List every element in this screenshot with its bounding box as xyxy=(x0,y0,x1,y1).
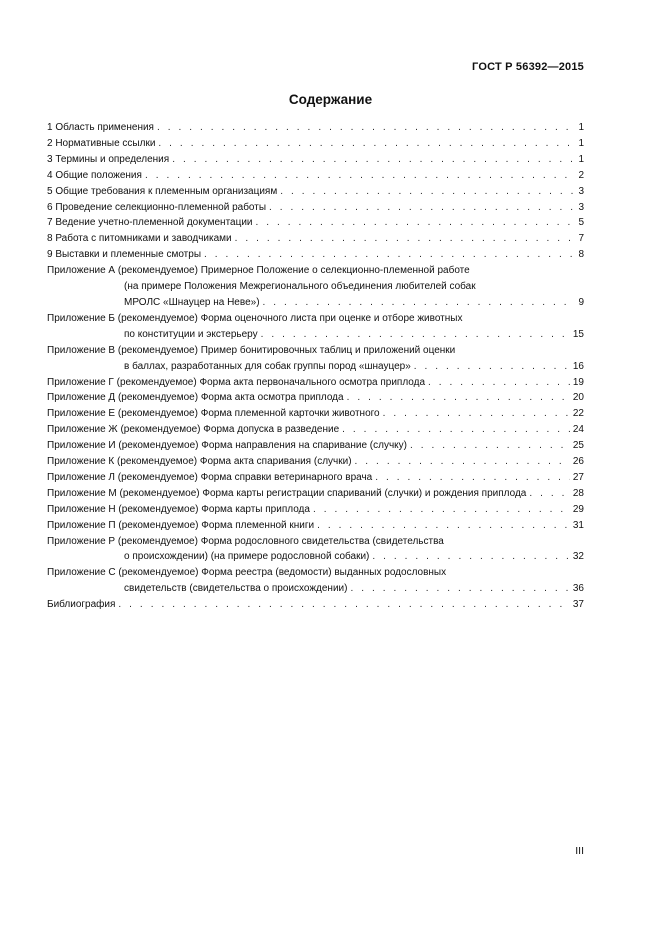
dot-leader xyxy=(261,327,570,343)
dot-leader xyxy=(428,375,570,391)
toc-entry-text: МРОЛС «Шнауцер на Неве») xyxy=(124,296,260,308)
toc-entry-text: 8 Работа с питомниками и заводчиками xyxy=(47,233,232,245)
dot-leader xyxy=(235,231,576,247)
toc-page-number: 8 xyxy=(578,249,584,261)
toc-page-number: 31 xyxy=(572,519,584,531)
dot-leader xyxy=(204,247,575,263)
toc-entry-text: Приложение Е (рекомендуемое) Форма племенной карточки животного xyxy=(47,408,380,420)
toc-page-number: 26 xyxy=(572,456,584,468)
toc-page-number: 24 xyxy=(572,424,584,436)
toc-page-number: 15 xyxy=(572,328,584,340)
dot-leader xyxy=(317,518,570,534)
toc-entry-text: (на примере Положения Межрегионального объединения любителей собак xyxy=(124,281,476,293)
dot-leader xyxy=(172,152,575,168)
toc-title: Содержание xyxy=(288,92,373,107)
toc-page-number: 3 xyxy=(578,185,584,197)
toc-entry-text: 6 Проведение селекционно-племенной работы xyxy=(47,201,267,213)
dot-leader xyxy=(158,136,575,152)
toc-entry[interactable] xyxy=(47,263,584,311)
dot-leader xyxy=(529,486,570,502)
dot-leader xyxy=(157,120,575,136)
toc-entry[interactable] xyxy=(47,311,584,343)
toc-entry-text: 7 Ведение учетно-племенной документации xyxy=(47,217,253,229)
toc-entry[interactable] xyxy=(47,486,584,502)
toc-entry-text: 5 Общие требования к племенным организациям xyxy=(47,185,278,197)
toc-entry[interactable] xyxy=(47,184,584,200)
toc-entry[interactable] xyxy=(47,454,584,470)
toc-entry[interactable] xyxy=(47,565,584,597)
toc-entry-text: Приложение С (рекомендуемое) Форма реестра (ведомости) выданных родословных xyxy=(47,567,447,579)
toc-entry-text: Приложение А (рекомендуемое) Примерное Положение о селекционно-племенной работе xyxy=(47,265,470,277)
toc-entry[interactable] xyxy=(47,406,584,422)
toc-entry[interactable] xyxy=(47,438,584,454)
toc-entry-text: Приложение Д (рекомендуемое) Форма акта осмотра приплода xyxy=(47,392,344,404)
toc-entry-text: Приложение М (рекомендуемое) Форма карты регистрации спариваний (случки) и рождения приплода xyxy=(47,487,527,499)
toc-entry[interactable] xyxy=(47,470,584,486)
toc-entry-text: по конституции и экстерьеру xyxy=(124,328,258,340)
dot-leader xyxy=(372,549,569,565)
toc-entry[interactable] xyxy=(47,120,584,136)
toc-entry[interactable] xyxy=(47,422,584,438)
toc-entry-text: Приложение К (рекомендуемое) Форма акта спаривания (случки) xyxy=(47,456,352,468)
toc-entry-text: 3 Термины и определения xyxy=(47,153,170,165)
document-code: ГОСТ Р 56392—2015 xyxy=(472,61,584,73)
toc-entry[interactable] xyxy=(47,152,584,168)
toc-page-number: 37 xyxy=(572,599,584,611)
toc-entry[interactable] xyxy=(47,231,584,247)
toc-entry[interactable] xyxy=(47,343,584,375)
toc-page-number: 19 xyxy=(572,376,584,388)
dot-leader xyxy=(414,359,570,375)
toc-entry-text: Приложение Р (рекомендуемое) Форма родословного свидетельства (свидетельства xyxy=(47,535,444,547)
dot-leader xyxy=(256,215,576,231)
toc-entry[interactable] xyxy=(47,168,584,184)
toc-page-number: 1 xyxy=(578,137,584,149)
dot-leader xyxy=(280,184,575,200)
toc-entry-text: Приложение Л (рекомендуемое) Форма справки ветеринарного врача xyxy=(47,471,373,483)
toc-page-number: 1 xyxy=(578,122,584,133)
toc-entry-text: 4 Общие положения xyxy=(47,169,142,181)
toc-entry-text: 9 Выставки и племенные смотры xyxy=(47,249,202,261)
toc-entry-text: свидетельств (свидетельства о происхождении) xyxy=(124,583,348,595)
toc-entry[interactable] xyxy=(47,534,584,566)
toc-entry[interactable] xyxy=(47,375,584,391)
dot-leader xyxy=(342,422,570,438)
dot-leader xyxy=(313,502,570,518)
toc-entry-text: в баллах, разработанных для собак группы пород «шнауцер» xyxy=(124,360,411,372)
toc-entry-text: Приложение Ж (рекомендуемое) Форма допуска в разведение xyxy=(47,424,340,436)
dot-leader xyxy=(383,406,570,422)
toc-page-number: 9 xyxy=(578,296,584,308)
toc-entry-text: Приложение В (рекомендуемое) Пример бонитировочных таблиц и приложений оценки xyxy=(47,344,456,356)
toc-entry-text: 1 Область применения xyxy=(47,122,154,133)
toc-page-number: 27 xyxy=(572,471,584,483)
toc-entry[interactable] xyxy=(47,200,584,216)
dot-leader xyxy=(269,200,575,216)
toc-page-number: 28 xyxy=(572,487,584,499)
toc-page-number: 36 xyxy=(572,583,584,595)
toc-page-number: 29 xyxy=(572,503,584,515)
toc-page-number: 7 xyxy=(578,233,584,245)
dot-leader xyxy=(350,581,569,597)
dot-leader xyxy=(375,470,570,486)
page-number: III xyxy=(575,845,584,857)
toc-entry-text: Приложение Б (рекомендуемое) Форма оценочного листа при оценке и отборе животных xyxy=(47,312,463,324)
toc-entry-text: Приложение Г (рекомендуемое) Форма акта первоначального осмотра приплода xyxy=(47,376,426,388)
toc-entry-text: Библиография xyxy=(47,599,116,611)
dot-leader xyxy=(263,295,576,311)
toc-entry[interactable] xyxy=(47,502,584,518)
toc-page-number: 3 xyxy=(578,201,584,213)
toc-entry[interactable] xyxy=(47,518,584,534)
toc-entry-text: Приложение П (рекомендуемое) Форма племенной книги xyxy=(47,519,315,531)
dot-leader xyxy=(347,390,570,406)
toc-page-number: 5 xyxy=(578,217,584,229)
toc-page-number: 25 xyxy=(572,440,584,452)
toc-entry[interactable] xyxy=(47,597,584,613)
toc-page-number: 1 xyxy=(578,153,584,165)
toc-entry-text: 2 Нормативные ссылки xyxy=(47,137,156,149)
toc-page-number: 16 xyxy=(572,360,584,372)
table-of-contents xyxy=(47,120,584,613)
toc-entry-text: Приложение Н (рекомендуемое) Форма карты приплода xyxy=(47,503,310,515)
toc-entry[interactable] xyxy=(47,247,584,263)
dot-leader xyxy=(355,454,570,470)
toc-entry-text: о происхождении) (на примере родословной собаки) xyxy=(124,551,370,563)
dot-leader xyxy=(410,438,570,454)
dot-leader xyxy=(118,597,569,613)
toc-page-number: 32 xyxy=(572,551,584,563)
toc-entry[interactable] xyxy=(47,215,584,231)
toc-page-number: 2 xyxy=(578,169,584,181)
toc-page-number: 22 xyxy=(572,408,584,420)
toc-page-number: 20 xyxy=(572,392,584,404)
dot-leader xyxy=(145,168,576,184)
toc-entry-text: Приложение И (рекомендуемое) Форма направления на спаривание (случку) xyxy=(47,440,407,452)
toc-entry[interactable] xyxy=(47,136,584,152)
toc-entry[interactable] xyxy=(47,390,584,406)
